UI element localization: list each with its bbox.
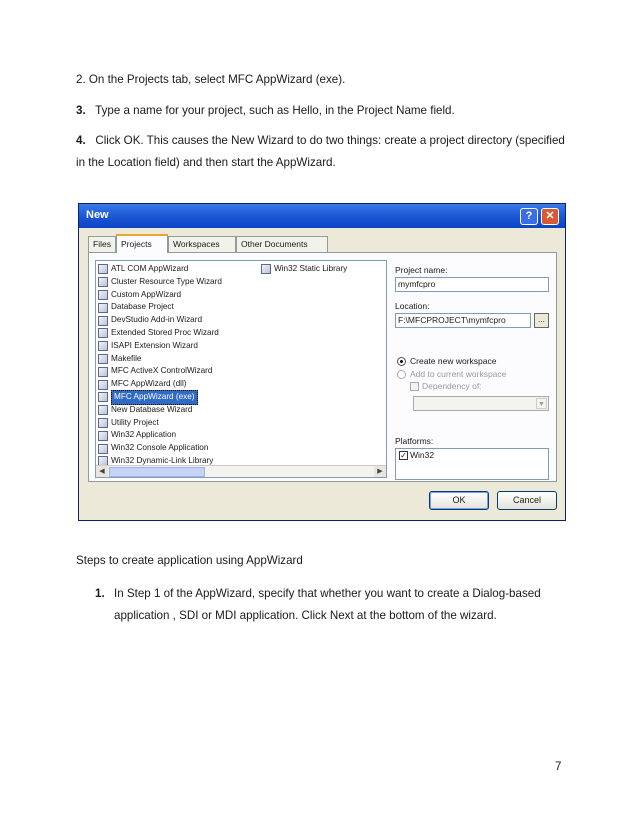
platform-name: Win32 [410,450,435,460]
chevron-down-icon[interactable]: ▼ [536,398,547,409]
scroll-left-icon[interactable]: ◀ [96,466,108,478]
list-item[interactable] [98,391,258,404]
list-item[interactable] [98,365,258,378]
new-project-dialog [78,203,566,521]
step-3-number: 3. [76,104,86,117]
list-item[interactable] [98,263,258,276]
scroll-thumb[interactable] [109,467,205,477]
project-list-column-1 [98,263,258,468]
ok-button[interactable]: OK [429,491,489,510]
substep-1-line-1: In Step 1 of the AppWizard, specify that whether you want to create a Dialog-based [114,587,541,600]
step-4-text [76,130,576,174]
list-item[interactable] [98,417,258,430]
list-item-label: New Database Wizard [111,404,193,414]
list-item[interactable] [261,263,381,276]
dialog-title-bar[interactable] [79,204,565,228]
list-item[interactable] [98,404,258,417]
project-list-column-2 [261,263,381,276]
project-type-icon [98,328,108,338]
list-item-label: DevStudio Add-in Wizard [111,315,203,325]
list-item[interactable] [98,442,258,455]
step-2-text: 2. On the Projects tab, select MFC AppWizard (exe). [76,73,346,86]
substep-1-line-2: application , SDI or MDI application. Click Next at the bottom of the wizard. [114,609,497,622]
list-item[interactable] [98,327,258,340]
step-3-body: Type a name for your project, such as Hello, in the Project Name field. [95,104,455,117]
scroll-right-icon[interactable]: ▶ [374,466,386,478]
list-item[interactable] [98,340,258,353]
substep-1-number: 1. [95,587,105,600]
list-item-label: MFC AppWizard (exe) [111,390,198,405]
project-type-icon [98,277,108,287]
create-new-workspace-label: Create new workspace [410,356,497,366]
project-type-icon [98,444,108,454]
horizontal-scrollbar[interactable] [96,465,386,477]
list-item-label: Cluster Resource Type Wizard [111,276,222,286]
project-type-icon [98,405,108,415]
list-item-label: Extended Stored Proc Wizard [111,327,219,337]
create-new-workspace-radio[interactable] [397,357,406,366]
substep-1-text [95,583,575,627]
project-name-input[interactable]: mymfcpro [395,277,549,292]
step-4-body: Click OK. This causes the New Wizard to do two things: create a project directory (specified in the Location field) and then start the AppWizard. [76,134,565,169]
step-3-text [76,100,576,122]
list-item[interactable] [98,289,258,302]
list-item-label: Custom AppWizard [111,289,182,299]
project-type-icon [98,380,108,390]
project-type-list[interactable] [95,260,387,478]
help-icon[interactable]: ? [520,208,538,225]
project-type-icon [98,354,108,364]
project-type-icon [98,303,108,313]
project-type-icon [98,431,108,441]
list-item-label: Makefile [111,353,142,363]
project-name-label: Project name: [395,265,448,275]
project-type-icon [98,290,108,300]
list-item[interactable] [98,276,258,289]
tab-workspaces[interactable]: Workspaces [168,236,236,252]
page-number: 7 [555,760,562,773]
project-type-icon [98,264,108,274]
list-item-label: Win32 Static Library [274,264,348,273]
list-item-label: Win32 Console Application [111,443,209,453]
list-item[interactable] [98,301,258,314]
list-item-label: Database Project [111,302,174,312]
projects-panel [88,252,557,482]
project-type-icon [261,264,271,274]
project-type-icon [98,367,108,377]
add-to-workspace-radio[interactable] [397,370,406,379]
list-item-label: Win32 Application [111,430,177,440]
figure-caption: Steps to create application using AppWizard [76,554,303,567]
dependency-checkbox[interactable] [410,382,419,391]
browse-button[interactable]: ... [534,313,549,328]
step-4-number: 4. [76,134,86,147]
project-type-icon [98,392,108,402]
close-icon[interactable]: ✕ [541,208,559,225]
list-item-label: ATL COM AppWizard [111,264,189,273]
list-item-label: Utility Project [111,417,159,427]
list-item-label: MFC AppWizard (dll) [111,379,187,389]
cancel-button[interactable]: Cancel [497,491,557,510]
dependency-label: Dependency of: [422,381,482,391]
platforms-list[interactable] [395,448,549,480]
tab-other-documents[interactable]: Other Documents [236,236,328,252]
list-item[interactable] [98,314,258,327]
project-type-icon [98,341,108,351]
project-type-icon [98,316,108,326]
tab-projects[interactable]: Projects [116,234,168,253]
list-item-label: MFC ActiveX ControlWizard [111,366,213,376]
tab-files[interactable]: Files [88,236,116,252]
location-label: Location: [395,301,430,311]
list-item-label: Win32 Dynamic-Link Library [111,455,214,465]
location-input[interactable]: F:\MFCPROJECT\mymfcpro [395,313,531,328]
list-item-label: ISAPI Extension Wizard [111,340,198,350]
platform-checkbox[interactable]: ✓ [400,451,407,460]
dependency-dropdown[interactable] [413,396,549,411]
add-to-workspace-label: Add to current workspace [410,369,507,379]
project-type-icon [98,418,108,428]
dialog-title: New [86,209,109,221]
list-item[interactable] [98,353,258,366]
list-item[interactable] [98,429,258,442]
platforms-label: Platforms: [395,436,434,446]
